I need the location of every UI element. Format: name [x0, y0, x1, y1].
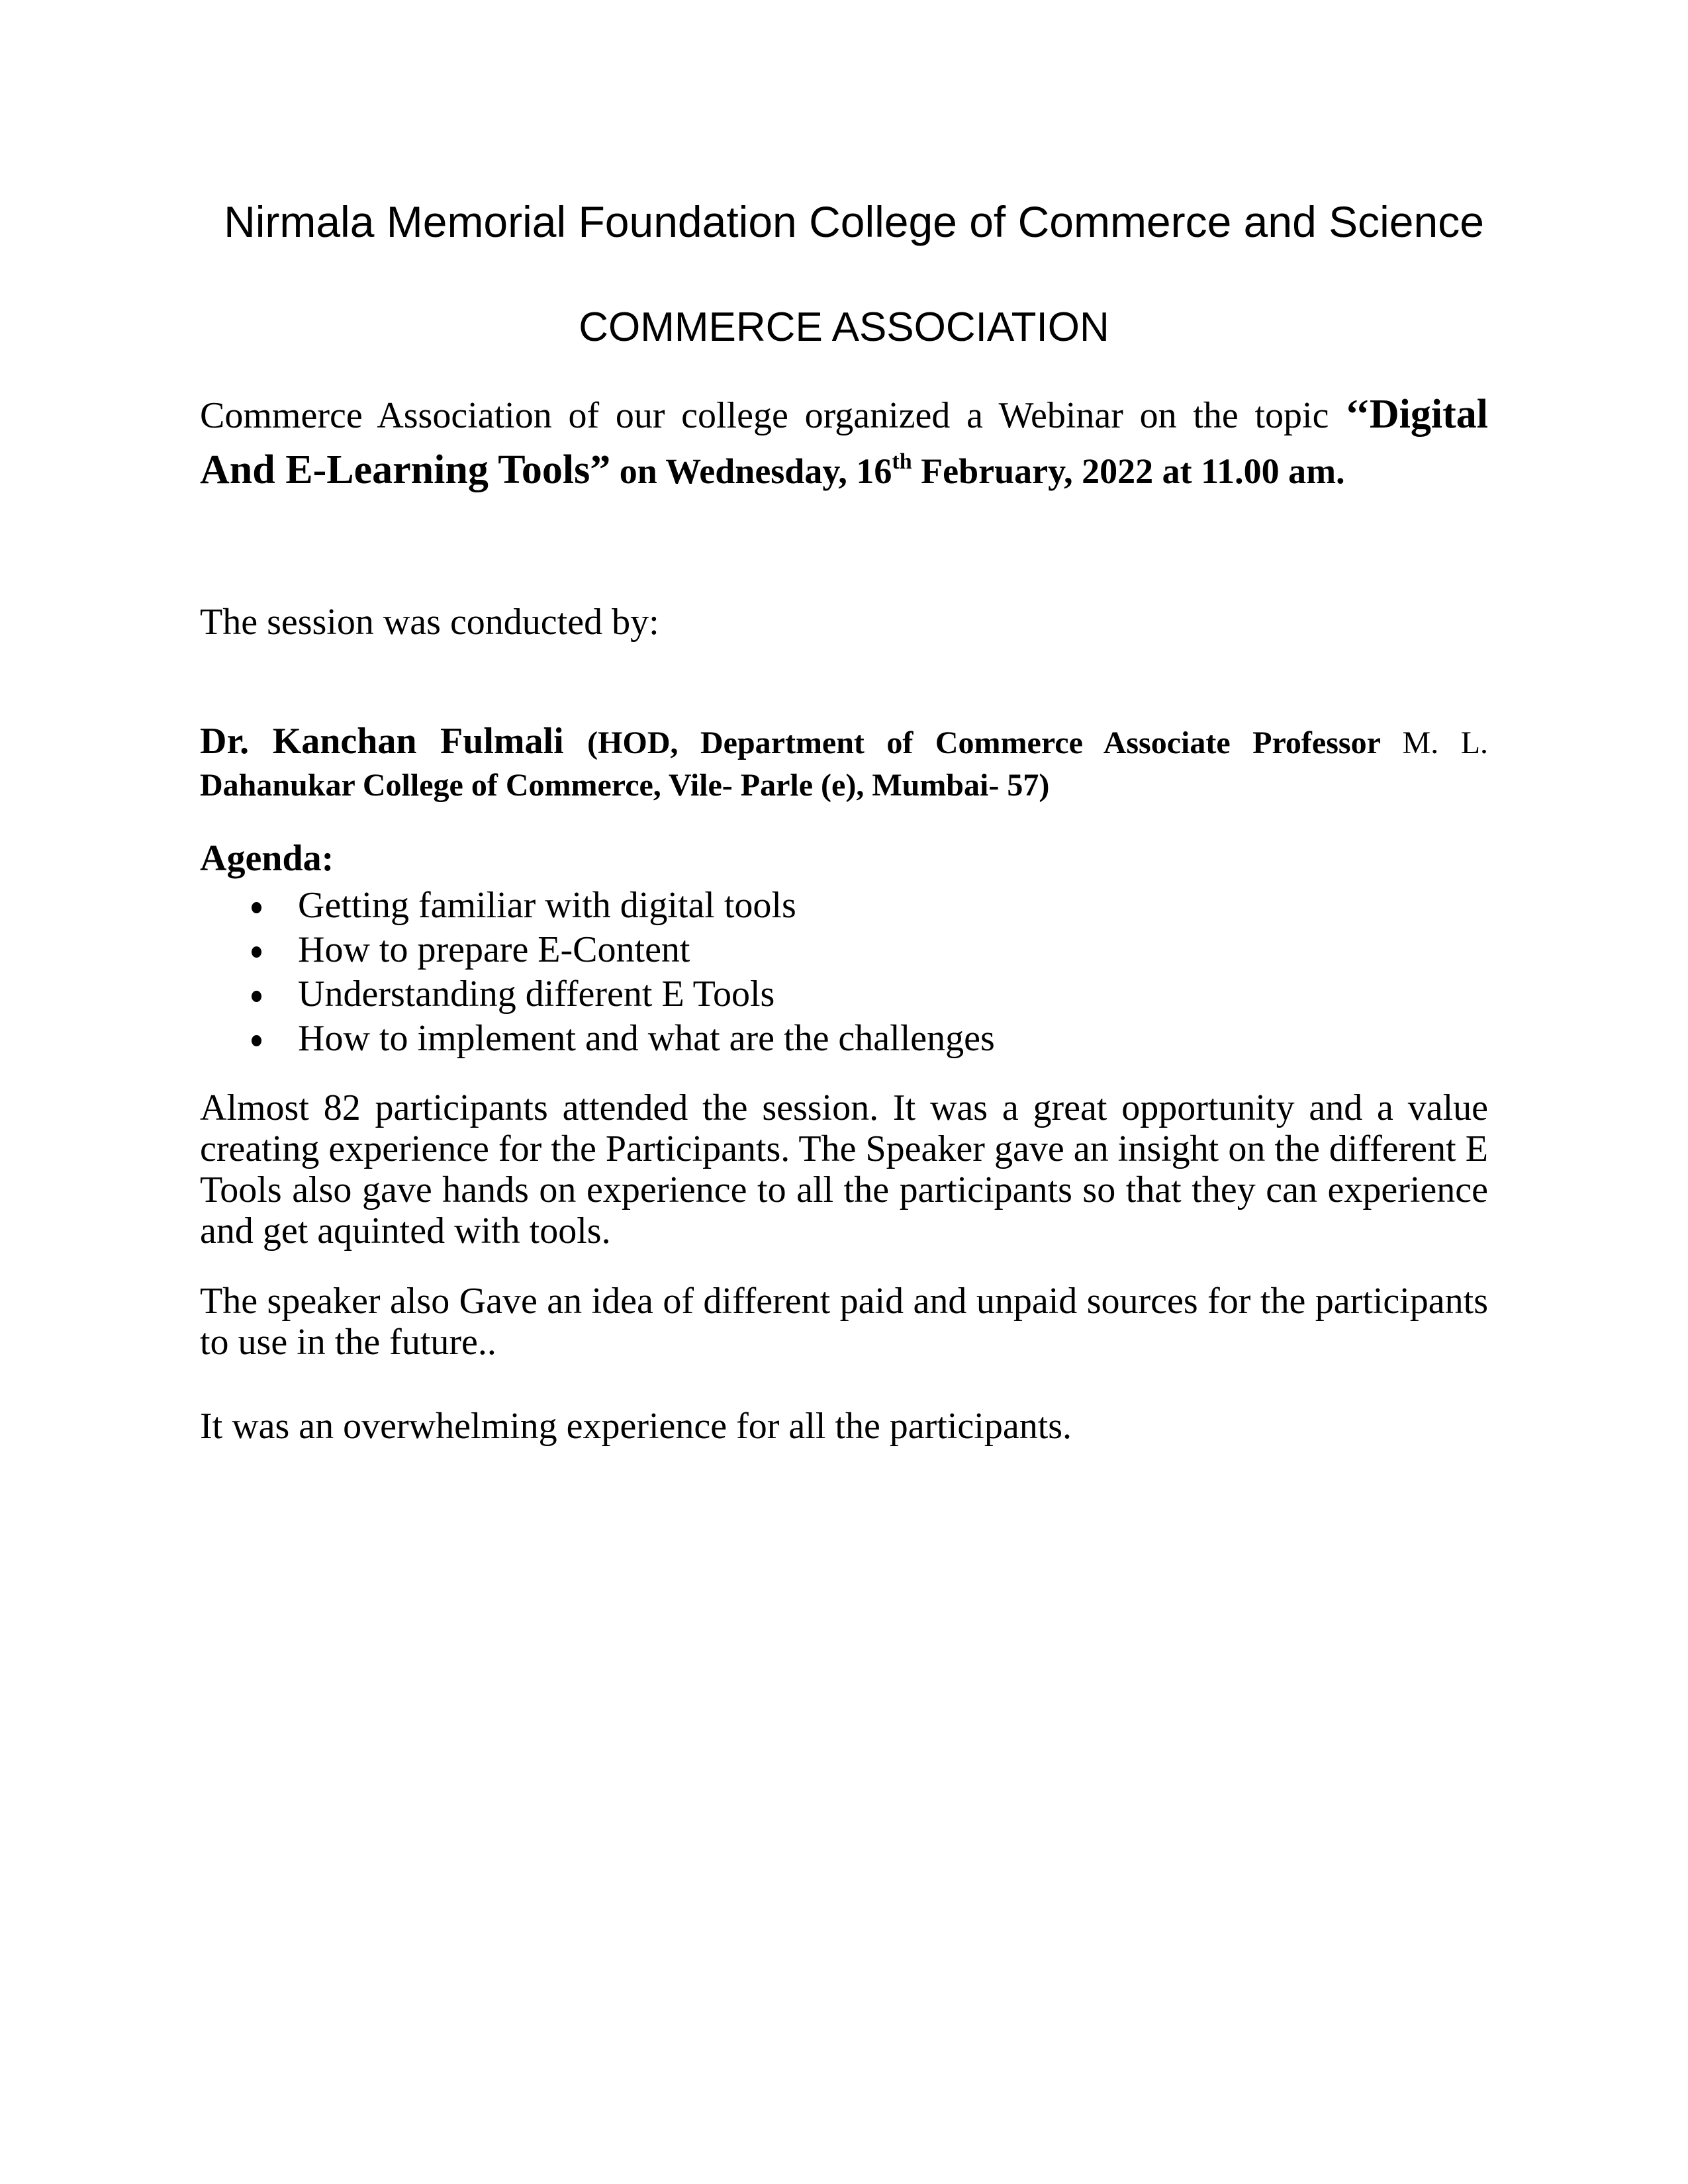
speaker-name: Dr. Kanchan Fulmali: [200, 721, 588, 762]
agenda-item: [200, 972, 1458, 1017]
intro-paragraph: [200, 387, 1488, 498]
agenda-item-text: Getting familiar with digital tools: [298, 885, 796, 926]
association-title: COMMERCE ASSOCIATION: [579, 304, 1109, 350]
date-rest: February, 2022 at 11.00 am.: [912, 451, 1345, 491]
intro-text: Commerce Association of our college organized a Webinar on the topic: [200, 395, 1346, 436]
college-name-heading: Nirmala Memorial Foundation College of Commerce and Science: [224, 197, 1484, 246]
agenda-item-text: How to prepare E-Content: [298, 929, 690, 970]
agenda-item: [200, 1017, 1458, 1061]
bullet-icon: [252, 1035, 261, 1046]
agenda-item-text: Understanding different E Tools: [298, 974, 775, 1015]
date-ordinal-suffix: th: [892, 449, 912, 474]
webinar-date: [610, 451, 1344, 491]
bullet-icon: [252, 991, 261, 1002]
bullet-icon: [252, 946, 261, 958]
date-prefix: on Wednesday, 16: [610, 451, 892, 491]
speaker-details-2: Dahanukar College of Commerce, Vile- Parle (e), Mumbai- 57): [200, 768, 1050, 803]
sources-paragraph: The speaker also Gave an idea of different paid and unpaid sources for the participants to use in the future..: [200, 1281, 1488, 1363]
closing-paragraph: It was an overwhelming experience for all the participants.: [200, 1406, 1072, 1447]
agenda-heading: Agenda:: [200, 838, 334, 879]
agenda-item: [200, 928, 1458, 972]
agenda-list: [200, 884, 1458, 1061]
speaker-details-plain: M. L.: [1402, 725, 1489, 760]
speaker-info: [200, 720, 1488, 807]
agenda-item-text: How to implement and what are the challenges: [298, 1018, 995, 1059]
agenda-item: [200, 884, 1458, 928]
speaker-details-1: (HOD, Department of Commerce Associate Professor: [587, 725, 1403, 760]
bullet-icon: [252, 902, 261, 913]
attendance-paragraph: Almost 82 participants attended the session. It was a great opportunity and a value creating experience for the Participants. The Speaker gave an insight on the different E Tools also gave hands on experience to all the participants so that they can experience and get aquinted with tools.: [200, 1087, 1488, 1251]
webinar-topic: ‘‘Digital And E-Learning Tools”: [200, 392, 1488, 492]
conducted-by-label: The session was conducted by:: [200, 602, 659, 643]
